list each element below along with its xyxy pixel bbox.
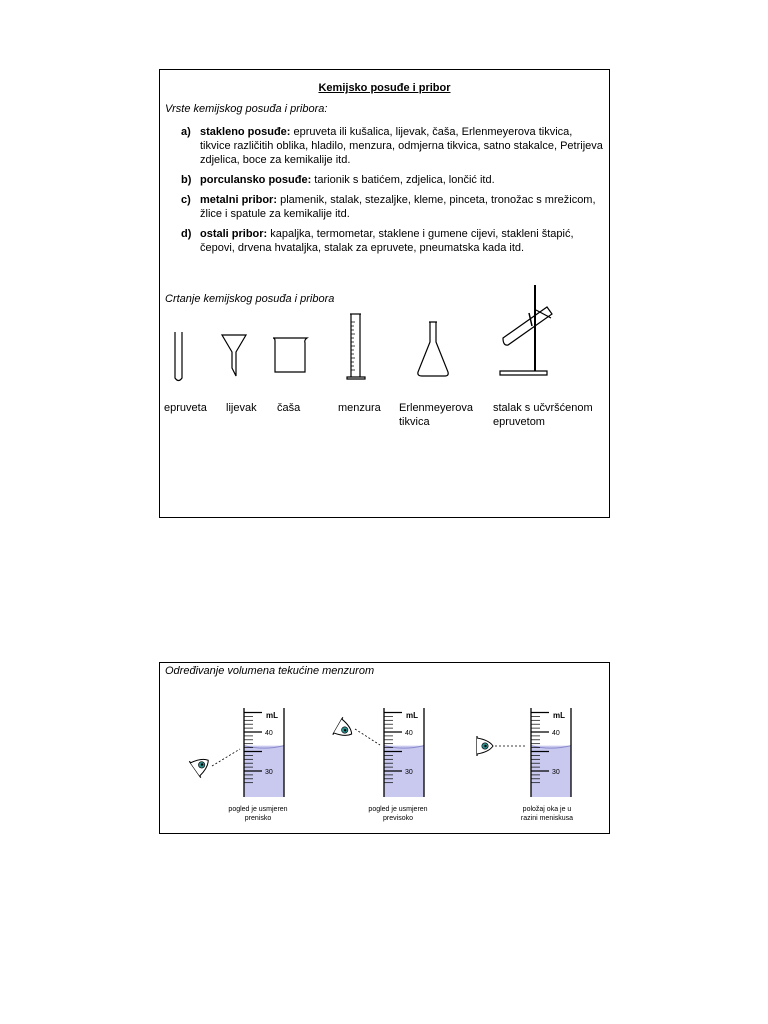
unit-label: mL: [553, 711, 565, 720]
list-term: metalni pribor:: [200, 194, 278, 206]
graduated-cylinder-3: [477, 708, 571, 797]
tick-label-30: 30: [405, 769, 413, 776]
slide-measuring-volume: [159, 662, 610, 834]
caption-line: pogled je usmjeren: [368, 806, 428, 813]
caption-correct: [502, 805, 592, 823]
erlenmeyer-flask-icon: [418, 322, 448, 376]
caption-line: pogled je usmjeren: [228, 806, 288, 813]
funnel-icon: [222, 335, 246, 376]
list-text: tarionik s batićem, zdjelica, lončić itd.: [311, 174, 495, 186]
list-text: plamenik, stalak, stezaljke, kleme, pinceta, tronožac s mrežicom, žlice i spatule za kemikalije itd.: [200, 194, 596, 220]
tick-label-30: 30: [265, 769, 273, 776]
list-term: porculansko posuđe:: [200, 174, 312, 186]
test-tube-icon: [175, 332, 182, 381]
caption-line: razini meniskusa: [520, 815, 574, 822]
graduated-cylinder-icon: [347, 314, 365, 379]
caption-line: prenisko: [244, 815, 272, 822]
stand-label-line1: stalak s učvršćenom: [493, 402, 593, 414]
list-marker: c): [181, 194, 191, 206]
types-subheading: Vrste kemijskog posuđa i pribora:: [165, 103, 328, 115]
tick-label-40: 40: [265, 730, 273, 737]
unit-label: mL: [406, 711, 418, 720]
flask-label-line1: Erlenmeyerova: [399, 402, 473, 414]
flask-label: [399, 401, 473, 429]
eye-icon: [189, 752, 214, 778]
list-text: epruveta ili kušalica, lijevak, čaša, Erlenmeyerova tikvica, tikvice različitih oblika, hladilo, menzura, odmjerna tikvica, satno stakalce, Petrijeva zdjelica, boce za kemikalije itd.: [200, 126, 603, 166]
caption-too-low: [213, 805, 303, 823]
funnel-label: lijevak: [226, 402, 257, 414]
tick-label-40: 40: [405, 730, 413, 737]
caption-line: položaj oka je u: [522, 806, 572, 813]
slide-title: Kemijsko posuđe i pribor: [318, 82, 451, 94]
eye-icon: [477, 736, 493, 756]
stand-label: [493, 401, 593, 429]
measuring-title: Određivanje volumena tekućine menzurom: [165, 665, 375, 677]
drawing-subheading: Crtanje kemijskog posuđa i pribora: [165, 293, 335, 305]
slide-apparatus: [159, 69, 610, 518]
test-tube-label: epruveta: [164, 402, 207, 414]
beaker-icon: [273, 338, 307, 372]
graduated-cylinder-2: [333, 708, 424, 797]
list-marker: b): [181, 174, 192, 186]
caption-too-high: [353, 805, 443, 823]
stand-label-line2: epruvetom: [493, 416, 545, 428]
stand-with-test-tube-icon: [500, 285, 552, 375]
flask-label-line2: tikvica: [399, 416, 430, 428]
beaker-label: čaša: [277, 402, 301, 414]
sight-line: [355, 729, 380, 745]
cylinder-label: menzura: [338, 402, 381, 414]
apparatus-drawings: [160, 70, 609, 517]
list-text: kapaljka, termometar, staklene i gumene cijevi, stakleni štapić, čepovi, drvena hvataljka, stalak za epruvete, pneumatska kada itd.: [200, 228, 574, 254]
graduated-cylinder-1: [189, 708, 284, 797]
unit-label: mL: [266, 711, 278, 720]
sight-line: [212, 749, 240, 766]
list-marker: d): [181, 228, 192, 240]
tick-label-30: 30: [552, 769, 560, 776]
list-marker: a): [181, 126, 191, 138]
eye-icon: [333, 717, 357, 742]
list-term: stakleno posuđe:: [200, 126, 291, 138]
list-term: ostali pribor:: [200, 228, 268, 240]
tick-label-40: 40: [552, 730, 560, 737]
caption-line: previsoko: [383, 815, 413, 822]
